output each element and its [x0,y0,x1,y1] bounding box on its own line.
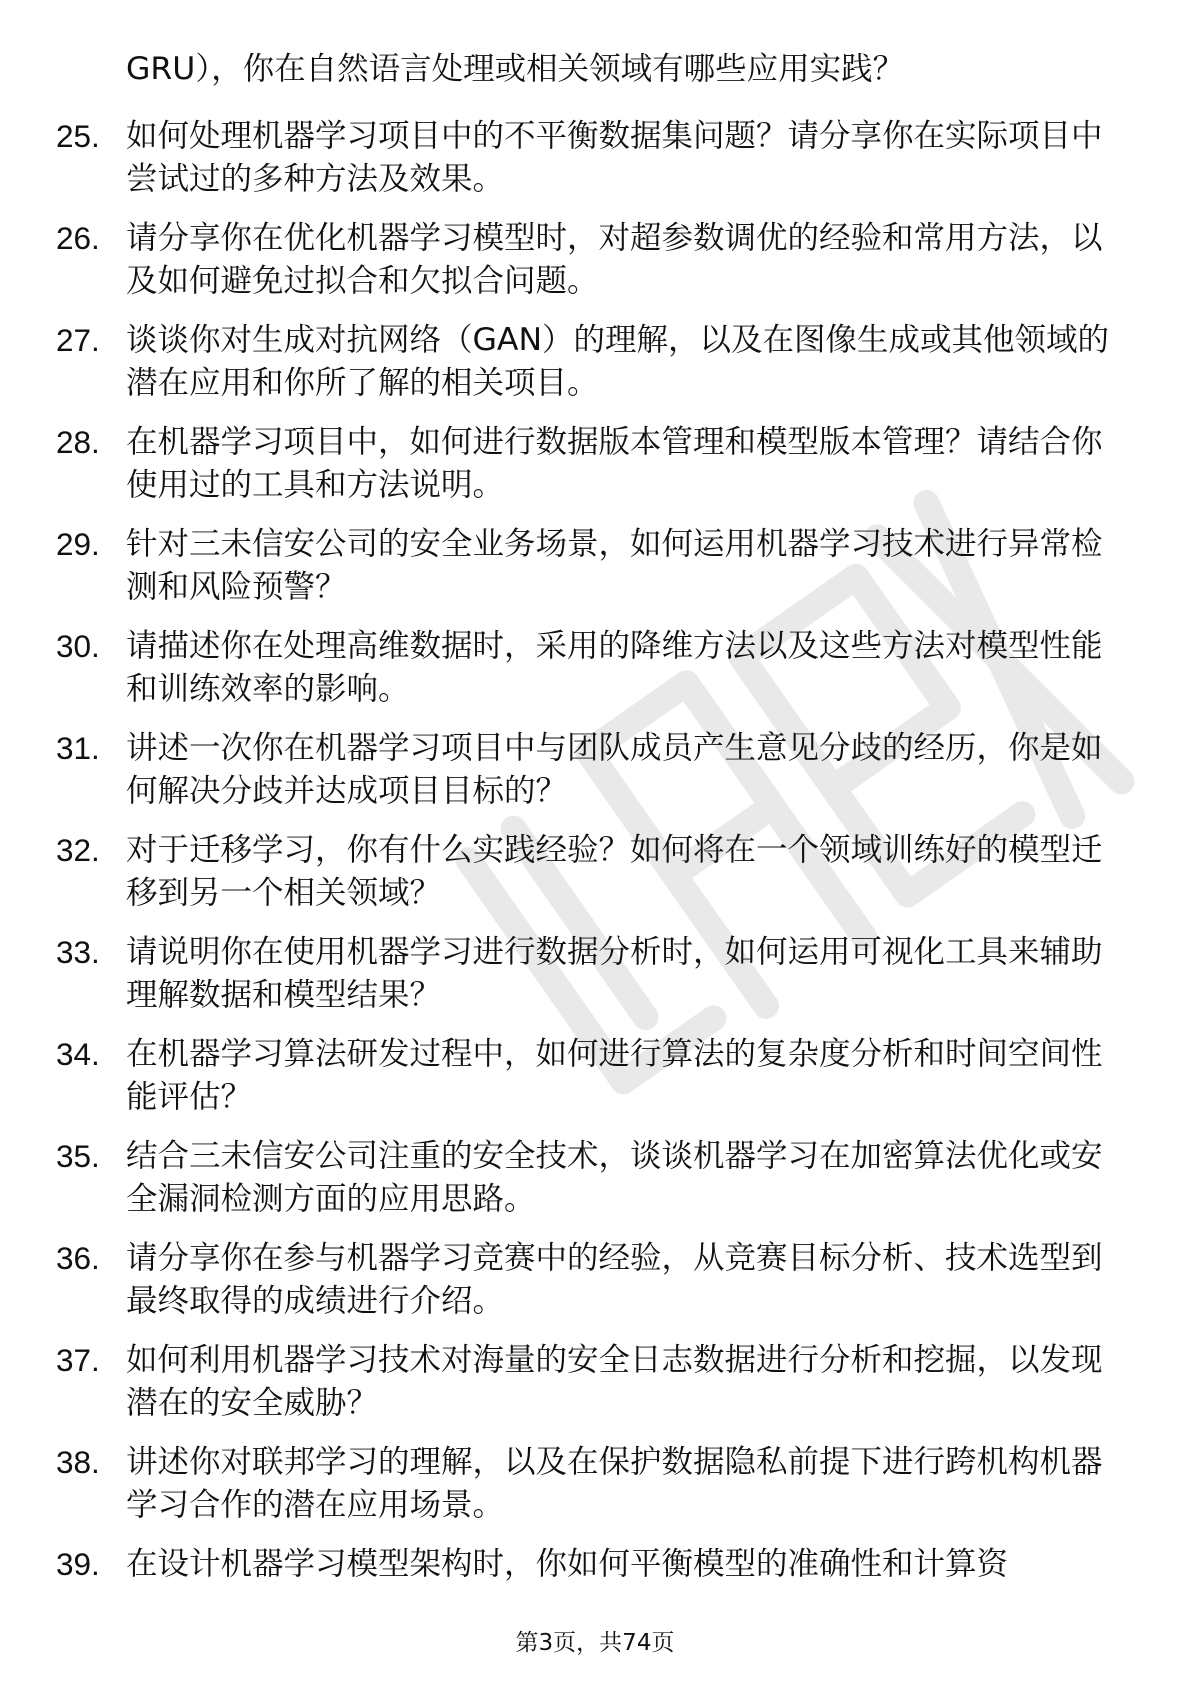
list-item [56,1339,1126,1425]
question-number: 31. [56,730,100,766]
question-number: 39. [56,1546,100,1582]
list-item [56,1033,1126,1119]
list-item [56,319,1126,405]
list-item [56,115,1126,201]
question-text: 请说明你在使用机器学习进行数据分析时，如何运用可视化工具来辅助理解数据和模型结果？ [126,934,1103,1013]
question-list [56,115,1126,1586]
question-text: 针对三未信安公司的安全业务场景，如何运用机器学习技术进行异常检测和风险预警？ [126,526,1103,605]
list-item [56,217,1126,303]
question-number: 26. [56,220,100,256]
list-item [56,931,1126,1017]
question-number: 33. [56,934,100,970]
question-number: 34. [56,1036,100,1072]
question-text: 讲述一次你在机器学习项目中与团队成员产生意见分歧的经历，你是如何解决分歧并达成项目目标的？ [126,730,1103,809]
question-text: 请描述你在处理高维数据时，采用的降维方法以及这些方法对模型性能和训练效率的影响。 [126,628,1103,707]
list-item [56,829,1126,915]
question-number: 36. [56,1240,100,1276]
question-text: 结合三未信安公司注重的安全技术，谈谈机器学习在加密算法优化或安全漏洞检测方面的应用思路。 [126,1138,1103,1217]
question-list-container [56,48,1126,1602]
list-item [56,625,1126,711]
continued-question-text: GRU），你在自然语言处理或相关领域有哪些应用实践？ [126,51,905,87]
page-footer: 第3页，共74页 [515,1630,675,1656]
list-item [56,1441,1126,1527]
question-text: 在机器学习算法研发过程中，如何进行算法的复杂度分析和时间空间性能评估？ [126,1036,1103,1115]
list-item [56,727,1126,813]
list-item [56,1135,1126,1221]
question-number: 32. [56,832,100,868]
question-number: 30. [56,628,100,664]
list-item [56,421,1126,507]
question-number: 27. [56,322,100,358]
question-number: 37. [56,1342,100,1378]
question-text: 在设计机器学习模型架构时，你如何平衡模型的准确性和计算资 [126,1546,1009,1582]
question-text: 如何利用机器学习技术对海量的安全日志数据进行分析和挖掘，以发现潜在的安全威胁？ [126,1342,1103,1421]
question-text: 对于迁移学习，你有什么实践经验？如何将在一个领域训练好的模型迁移到另一个相关领域？ [126,832,1103,911]
list-item [56,1237,1126,1323]
question-text: 讲述你对联邦学习的理解，以及在保护数据隐私前提下进行跨机构机器学习合作的潜在应用场景。 [126,1444,1103,1523]
question-number: 25. [56,118,100,154]
question-number: 35. [56,1138,100,1174]
question-number: 38. [56,1444,100,1480]
list-item [56,523,1126,609]
question-number: 29. [56,526,100,562]
question-number: 28. [56,424,100,460]
question-text: 在机器学习项目中，如何进行数据版本管理和模型版本管理？请结合你使用过的工具和方法说明。 [126,424,1103,503]
question-text: 请分享你在参与机器学习竞赛中的经验，从竞赛目标分析、技术选型到最终取得的成绩进行介绍。 [126,1240,1103,1319]
question-text: 谈谈你对生成对抗网络（GAN）的理解，以及在图像生成或其他领域的潜在应用和你所了解的相关项目。 [126,322,1110,401]
question-text: 如何处理机器学习项目中的不平衡数据集问题？请分享你在实际项目中尝试过的多种方法及效果。 [126,118,1103,197]
question-text: 请分享你在优化机器学习模型时，对超参数调优的经验和常用方法，以及如何避免过拟合和欠拟合问题。 [126,220,1103,299]
list-item [56,1543,1126,1586]
